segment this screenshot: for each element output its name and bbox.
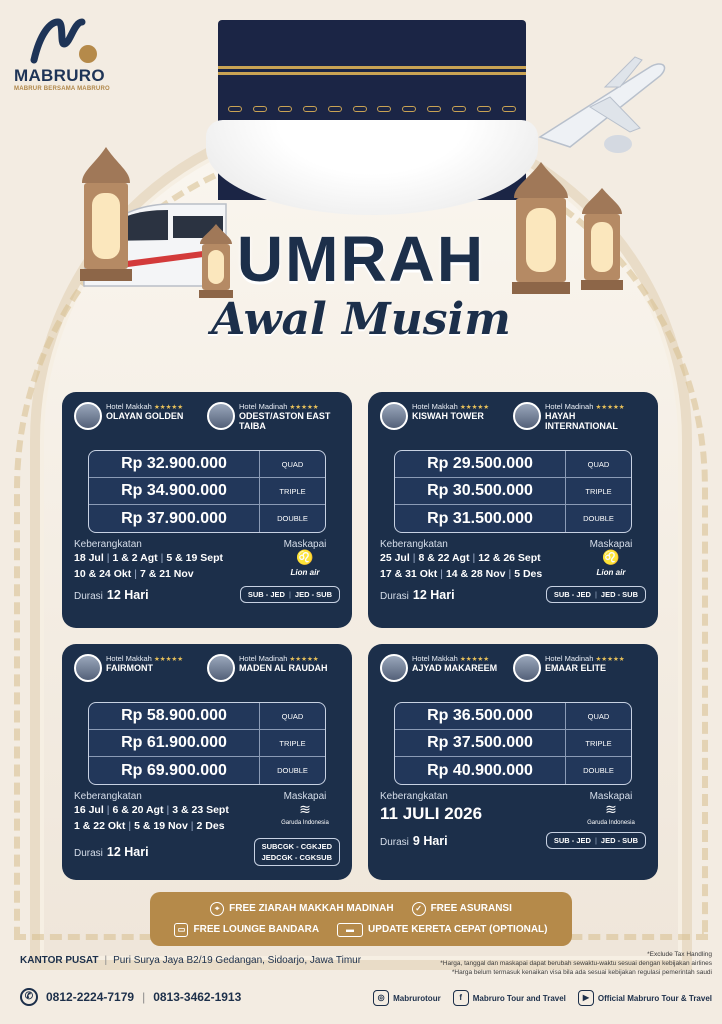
note: *Harga belum termasuk kenaikan visa bila ada sesuai kebijakan regulasi pemerintah saudi (451, 969, 712, 976)
flight-route: SUB - JED | JED - SUB (546, 832, 646, 849)
hotel-madinah-photo (513, 654, 541, 682)
price-value: Rp 34.900.000 (121, 482, 227, 499)
price-value: Rp 40.900.000 (427, 761, 533, 779)
price-row (395, 505, 631, 532)
instagram-icon: ◎ (373, 990, 389, 1006)
package-card-2 (368, 392, 658, 628)
train-icon: ▬ (337, 923, 363, 937)
benefit-lounge: FREE LOUNGE BANDARA (193, 924, 320, 935)
room-type: TRIPLE (259, 478, 325, 504)
room-type: QUAD (259, 703, 325, 729)
price-row (89, 451, 325, 478)
price-value: Rp 58.900.000 (121, 707, 227, 724)
star-rating: ★★★★★ (459, 404, 490, 411)
room-type: QUAD (565, 703, 631, 729)
location-pin-icon: ⌖ (210, 902, 224, 916)
departure-label: Keberangkatan (74, 791, 142, 802)
hotel-makkah-name: FAIRMONT (106, 663, 153, 673)
hotel-madinah-label: Hotel Madinah (239, 654, 288, 663)
hotel-madinah-label: Hotel Madinah (545, 402, 594, 411)
hotel-madinah-photo (207, 402, 235, 430)
star-rating: ★★★★★ (153, 404, 184, 411)
price-row (395, 703, 631, 730)
contact-phones: ✆ 0812-2224-7179 | 0813-3462-1913 (20, 988, 241, 1006)
star-rating: ★★★★★ (595, 404, 625, 411)
phone-number-1[interactable]: 0812-2224-7179 (46, 990, 135, 1004)
airline-label: Maskapai (589, 539, 633, 550)
garuda-logo-icon: ≋ (299, 801, 311, 817)
hero-subtitle: Awal Musim (211, 294, 511, 345)
benefits-banner (150, 892, 572, 946)
brand-tagline: MABRUR BERSAMA MABRURO (14, 86, 110, 92)
price-value: Rp 69.900.000 (121, 761, 227, 779)
room-type: DOUBLE (259, 757, 325, 784)
departure-dates: 25 Jul | 8 & 22 Agt | 12 & 26 Sept 17 & 31 Okt | 14 & 28 Nov | 5 Des (380, 552, 543, 580)
price-value: Rp 32.900.000 (121, 455, 227, 472)
hotel-makkah-label: Hotel Makkah (106, 402, 152, 411)
hotel-madinah-name: ODEST/ASTON EAST TAIBA (239, 411, 331, 431)
duration-label: Durasi (380, 590, 409, 602)
hotel-madinah-name: EMAAR ELITE (545, 663, 607, 673)
hotel-madinah-label: Hotel Madinah (545, 654, 594, 663)
airline-label: Maskapai (283, 539, 327, 550)
departure-date: 11 JULI 2026 (380, 804, 483, 823)
departure-label: Keberangkatan (380, 539, 448, 550)
package-card-4 (368, 644, 658, 880)
price-row (395, 451, 631, 478)
hotel-madinah-label: Hotel Madinah (239, 402, 288, 411)
duration-label: Durasi (74, 848, 103, 859)
airline-name: Lion air (596, 568, 626, 577)
price-row (89, 505, 325, 532)
departure-label: Keberangkatan (74, 539, 142, 550)
lion-air-logo-icon: ♌ (602, 549, 620, 565)
flight-route: SUB - JED | JED - SUB (546, 586, 646, 603)
star-rating: ★★★★★ (289, 404, 319, 411)
price-table (88, 702, 326, 785)
airline-label: Maskapai (589, 791, 633, 802)
hotel-makkah-label: Hotel Makkah (106, 654, 152, 663)
package-card-1 (62, 392, 352, 628)
price-value: Rp 31.500.000 (427, 509, 533, 527)
room-type: DOUBLE (565, 757, 631, 784)
youtube-icon: ▶ (578, 990, 594, 1006)
hotel-makkah-photo (74, 654, 102, 682)
room-type: QUAD (565, 451, 631, 477)
price-row (395, 730, 631, 757)
duration-value: 12 Hari (412, 587, 455, 602)
footer: KANTOR PUSAT | Puri Surya Jaya B2/19 Gedangan, Sidoarjo, Jawa Timur (20, 955, 362, 966)
hotel-makkah-name: OLAYAN GOLDEN (106, 411, 184, 421)
departure-label: Keberangkatan (380, 791, 448, 802)
shield-check-icon: ✓ (412, 902, 426, 916)
star-rating: ★★★★★ (595, 656, 625, 663)
room-type: TRIPLE (259, 730, 325, 756)
youtube-link[interactable]: ▶ Official Mabruro Tour & Travel (578, 990, 712, 1006)
hotel-madinah-photo (207, 654, 235, 682)
price-value: Rp 29.500.000 (427, 455, 533, 472)
hotel-makkah-photo (74, 402, 102, 430)
room-type: DOUBLE (259, 505, 325, 532)
garuda-logo-icon: ≋ (605, 801, 617, 817)
duration-value: 12 Hari (106, 845, 149, 859)
hotel-makkah-name: KISWAH TOWER (412, 411, 484, 421)
hotel-makkah-name: AJYAD MAKAREEM (412, 663, 498, 673)
duration-label: Durasi (380, 836, 409, 848)
star-rating: ★★★★★ (459, 656, 490, 663)
price-row (89, 478, 325, 505)
hotel-makkah-photo (380, 402, 408, 430)
departure-dates: 16 Jul | 6 & 20 Agt | 3 & 23 Sept 1 & 22 Okt | 5 & 19 Nov | 2 Des (74, 804, 229, 832)
flight-route: SUB - JED | JED - SUB (240, 586, 340, 603)
star-rating: ★★★★★ (289, 656, 319, 663)
logo-mark-icon (30, 14, 100, 66)
price-value: Rp 36.500.000 (427, 707, 533, 724)
airline-name: Lion air (290, 568, 320, 577)
sofa-icon: ▭ (174, 923, 188, 937)
duration-value: 9 Hari (412, 833, 448, 848)
price-table (394, 702, 632, 785)
room-type: DOUBLE (565, 505, 631, 532)
price-value: Rp 37.500.000 (427, 734, 533, 751)
disclaimer-notes (392, 950, 712, 977)
room-type: TRIPLE (565, 478, 631, 504)
duration-value: 12 Hari (106, 587, 149, 602)
hotel-makkah-label: Hotel Makkah (412, 654, 458, 663)
note: *Exclude Tax Handling (647, 951, 712, 958)
price-table (88, 450, 326, 533)
price-row (89, 757, 325, 784)
office-label: KANTOR PUSAT (20, 955, 99, 966)
social-links (373, 990, 712, 1006)
price-value: Rp 37.900.000 (121, 509, 227, 527)
phone-icon: ✆ (20, 988, 38, 1006)
price-value: Rp 30.500.000 (427, 482, 533, 499)
star-rating: ★★★★★ (153, 656, 184, 663)
facebook-icon: f (453, 990, 469, 1006)
price-row (89, 730, 325, 757)
hotel-makkah-label: Hotel Makkah (412, 402, 458, 411)
package-card-3 (62, 644, 352, 880)
duration-label: Durasi (74, 590, 103, 602)
brand-logo (14, 14, 124, 92)
benefit-ziarah: FREE ZIARAH MAKKAH MADINAH (229, 903, 394, 914)
hotel-madinah-photo (513, 402, 541, 430)
benefit-kereta: UPDATE KERETA CEPAT (OPTIONAL) (368, 924, 548, 935)
airline-name: Garuda Indonesia (281, 820, 329, 826)
hotel-madinah-name: HAYAH INTERNATIONAL (545, 411, 618, 431)
facebook-link[interactable]: f Mabruro Tour and Travel (453, 990, 566, 1006)
office-address: Puri Surya Jaya B2/19 Gedangan, Sidoarjo, Jawa Timur (113, 955, 362, 966)
hotel-madinah-name: MADEN AL RAUDAH (239, 663, 328, 673)
instagram-link[interactable]: ◎ Mabrurotour (373, 990, 441, 1006)
brand-name: MABRURO (14, 66, 105, 85)
hero-title: UMRAH (236, 223, 486, 295)
flight-route: SUBCGK - CGKJED JEDCGK - CGKSUB (254, 838, 340, 866)
phone-number-2[interactable]: 0813-3462-1913 (153, 990, 242, 1004)
departure-dates: 18 Jul | 1 & 2 Agt | 5 & 19 Sept 10 & 24 Okt | 7 & 21 Nov (74, 552, 223, 580)
price-table (394, 450, 632, 533)
room-type: TRIPLE (565, 730, 631, 756)
note: *Harga, tanggal dan maskapai dapat berubah sewaktu-waktu sesuai dengan kebijakan airlines (440, 960, 712, 967)
benefit-asuransi: FREE ASURANSI (430, 903, 512, 914)
lion-air-logo-icon: ♌ (296, 549, 314, 565)
price-value: Rp 61.900.000 (121, 734, 227, 751)
hotel-makkah-photo (380, 654, 408, 682)
room-type: QUAD (259, 451, 325, 477)
price-row (89, 703, 325, 730)
airline-name: Garuda Indonesia (587, 820, 635, 826)
airline-label: Maskapai (283, 791, 327, 802)
price-row (395, 757, 631, 784)
price-row (395, 478, 631, 505)
airplane-icon (530, 52, 670, 162)
